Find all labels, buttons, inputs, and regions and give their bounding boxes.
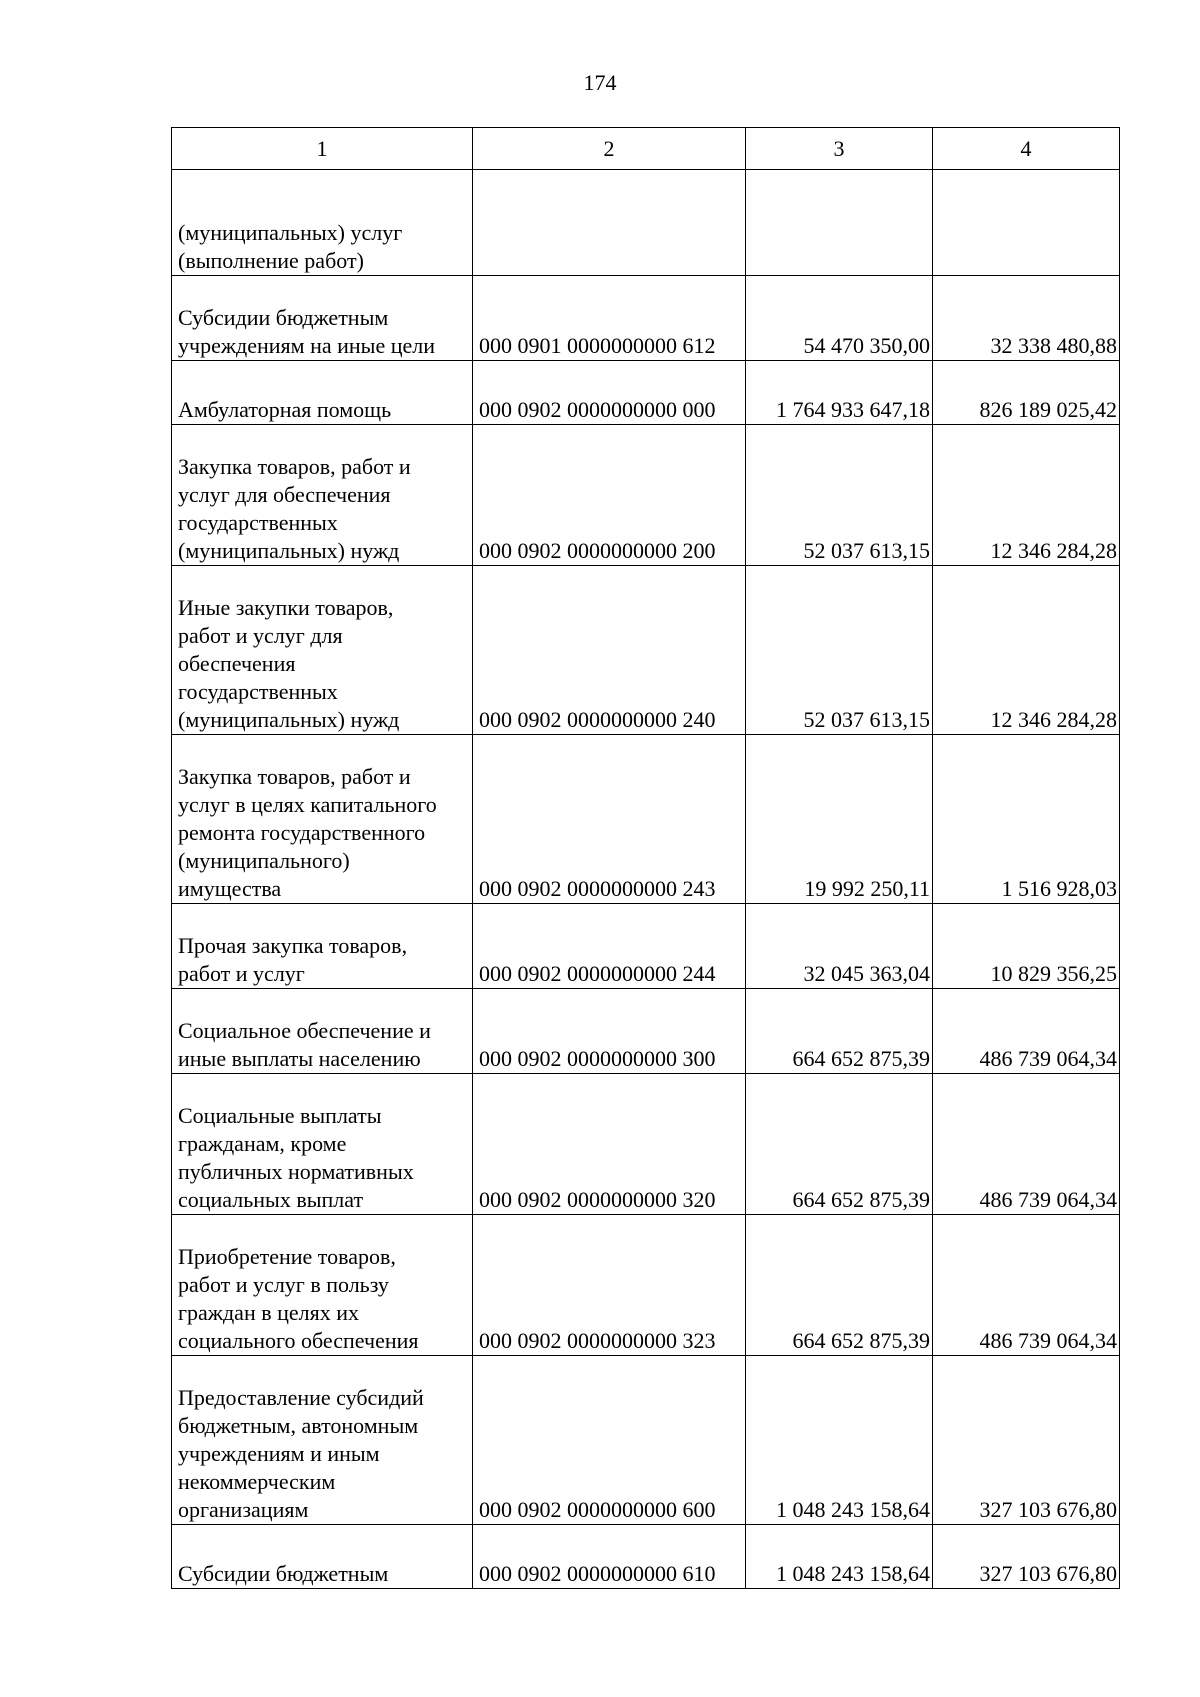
row-value-4: 327 103 676,80	[933, 1525, 1120, 1589]
row-name-cell	[172, 566, 473, 735]
row-name-cell	[172, 1074, 473, 1215]
row-code: 000 0902 0000000000 240	[473, 566, 746, 735]
row-value-4: 10 829 356,25	[933, 904, 1120, 989]
column-header-3: 3	[746, 128, 933, 170]
table-row	[172, 566, 1120, 735]
table-row	[172, 1074, 1120, 1215]
row-name: (муниципальных) услуг (выполнение работ)	[178, 220, 403, 273]
row-value-3	[746, 170, 933, 276]
row-name: Закупка товаров, работ и услуг в целях капитального ремонта государственного (муниципального) имущества	[178, 764, 437, 901]
table-row	[172, 1356, 1120, 1525]
row-value-3: 664 652 875,39	[746, 989, 933, 1074]
row-code: 000 0902 0000000000 200	[473, 425, 746, 566]
row-code	[473, 170, 746, 276]
row-name: Иные закупки товаров, работ и услуг для обеспечения государственных (муниципальных) нужд	[178, 595, 400, 732]
table-header	[172, 128, 1120, 170]
row-value-4: 1 516 928,03	[933, 735, 1120, 904]
row-value-3: 52 037 613,15	[746, 566, 933, 735]
row-value-3: 1 048 243 158,64	[746, 1525, 933, 1589]
budget-table	[171, 127, 1120, 1589]
table-body	[172, 170, 1120, 1589]
row-value-4: 32 338 480,88	[933, 276, 1120, 361]
row-value-3: 19 992 250,11	[746, 735, 933, 904]
header-row	[172, 128, 1120, 170]
table-row	[172, 1525, 1120, 1589]
row-value-4	[933, 170, 1120, 276]
row-code: 000 0902 0000000000 323	[473, 1215, 746, 1356]
table-row	[172, 276, 1120, 361]
row-name-cell	[172, 1525, 473, 1589]
row-code: 000 0902 0000000000 600	[473, 1356, 746, 1525]
row-code: 000 0902 0000000000 243	[473, 735, 746, 904]
table-row	[172, 735, 1120, 904]
row-name: Закупка товаров, работ и услуг для обеспечения государственных (муниципальных) нужд	[178, 454, 411, 563]
row-name: Приобретение товаров, работ и услуг в пользу граждан в целях их социального обеспечения	[178, 1244, 419, 1353]
row-name: Прочая закупка товаров, работ и услуг	[178, 933, 408, 986]
row-value-4: 826 189 025,42	[933, 361, 1120, 425]
row-value-3: 1 048 243 158,64	[746, 1356, 933, 1525]
row-name-cell	[172, 425, 473, 566]
row-name-cell	[172, 989, 473, 1074]
table-row	[172, 361, 1120, 425]
row-name: Социальные выплаты гражданам, кроме публичных нормативных социальных выплат	[178, 1103, 414, 1212]
row-name-cell	[172, 904, 473, 989]
row-code: 000 0902 0000000000 244	[473, 904, 746, 989]
row-value-3: 54 470 350,00	[746, 276, 933, 361]
row-code: 000 0902 0000000000 320	[473, 1074, 746, 1215]
column-header-2: 2	[473, 128, 746, 170]
row-name-cell	[172, 735, 473, 904]
row-name-cell	[172, 1356, 473, 1525]
table-row	[172, 1215, 1120, 1356]
column-header-4: 4	[933, 128, 1120, 170]
row-value-4: 12 346 284,28	[933, 425, 1120, 566]
table-row	[172, 170, 1120, 276]
row-code: 000 0902 0000000000 610	[473, 1525, 746, 1589]
row-name-cell	[172, 1215, 473, 1356]
row-value-3: 32 045 363,04	[746, 904, 933, 989]
column-header-1: 1	[172, 128, 473, 170]
row-value-3: 664 652 875,39	[746, 1215, 933, 1356]
row-value-4: 486 739 064,34	[933, 1074, 1120, 1215]
row-name-cell	[172, 276, 473, 361]
row-name-cell	[172, 361, 473, 425]
row-name: Предоставление субсидий бюджетным, автономным учреждениям и иным некоммерческим организациям	[178, 1385, 424, 1522]
row-value-4: 327 103 676,80	[933, 1356, 1120, 1525]
page-number: 174	[583, 70, 617, 95]
row-value-4: 486 739 064,34	[933, 989, 1120, 1074]
row-value-3: 664 652 875,39	[746, 1074, 933, 1215]
row-name: Амбулаторная помощь	[178, 397, 392, 422]
row-name: Социальное обеспечение и иные выплаты населению	[178, 1018, 431, 1071]
row-code: 000 0902 0000000000 000	[473, 361, 746, 425]
row-name: Субсидии бюджетным	[178, 1561, 389, 1586]
row-code: 000 0901 0000000000 612	[473, 276, 746, 361]
row-value-3: 52 037 613,15	[746, 425, 933, 566]
row-code: 000 0902 0000000000 300	[473, 989, 746, 1074]
table-row	[172, 425, 1120, 566]
row-value-4: 486 739 064,34	[933, 1215, 1120, 1356]
table-row	[172, 904, 1120, 989]
row-name-cell	[172, 170, 473, 276]
table-row	[172, 989, 1120, 1074]
row-value-3: 1 764 933 647,18	[746, 361, 933, 425]
row-value-4: 12 346 284,28	[933, 566, 1120, 735]
row-name: Субсидии бюджетным учреждениям на иные цели	[178, 305, 435, 358]
